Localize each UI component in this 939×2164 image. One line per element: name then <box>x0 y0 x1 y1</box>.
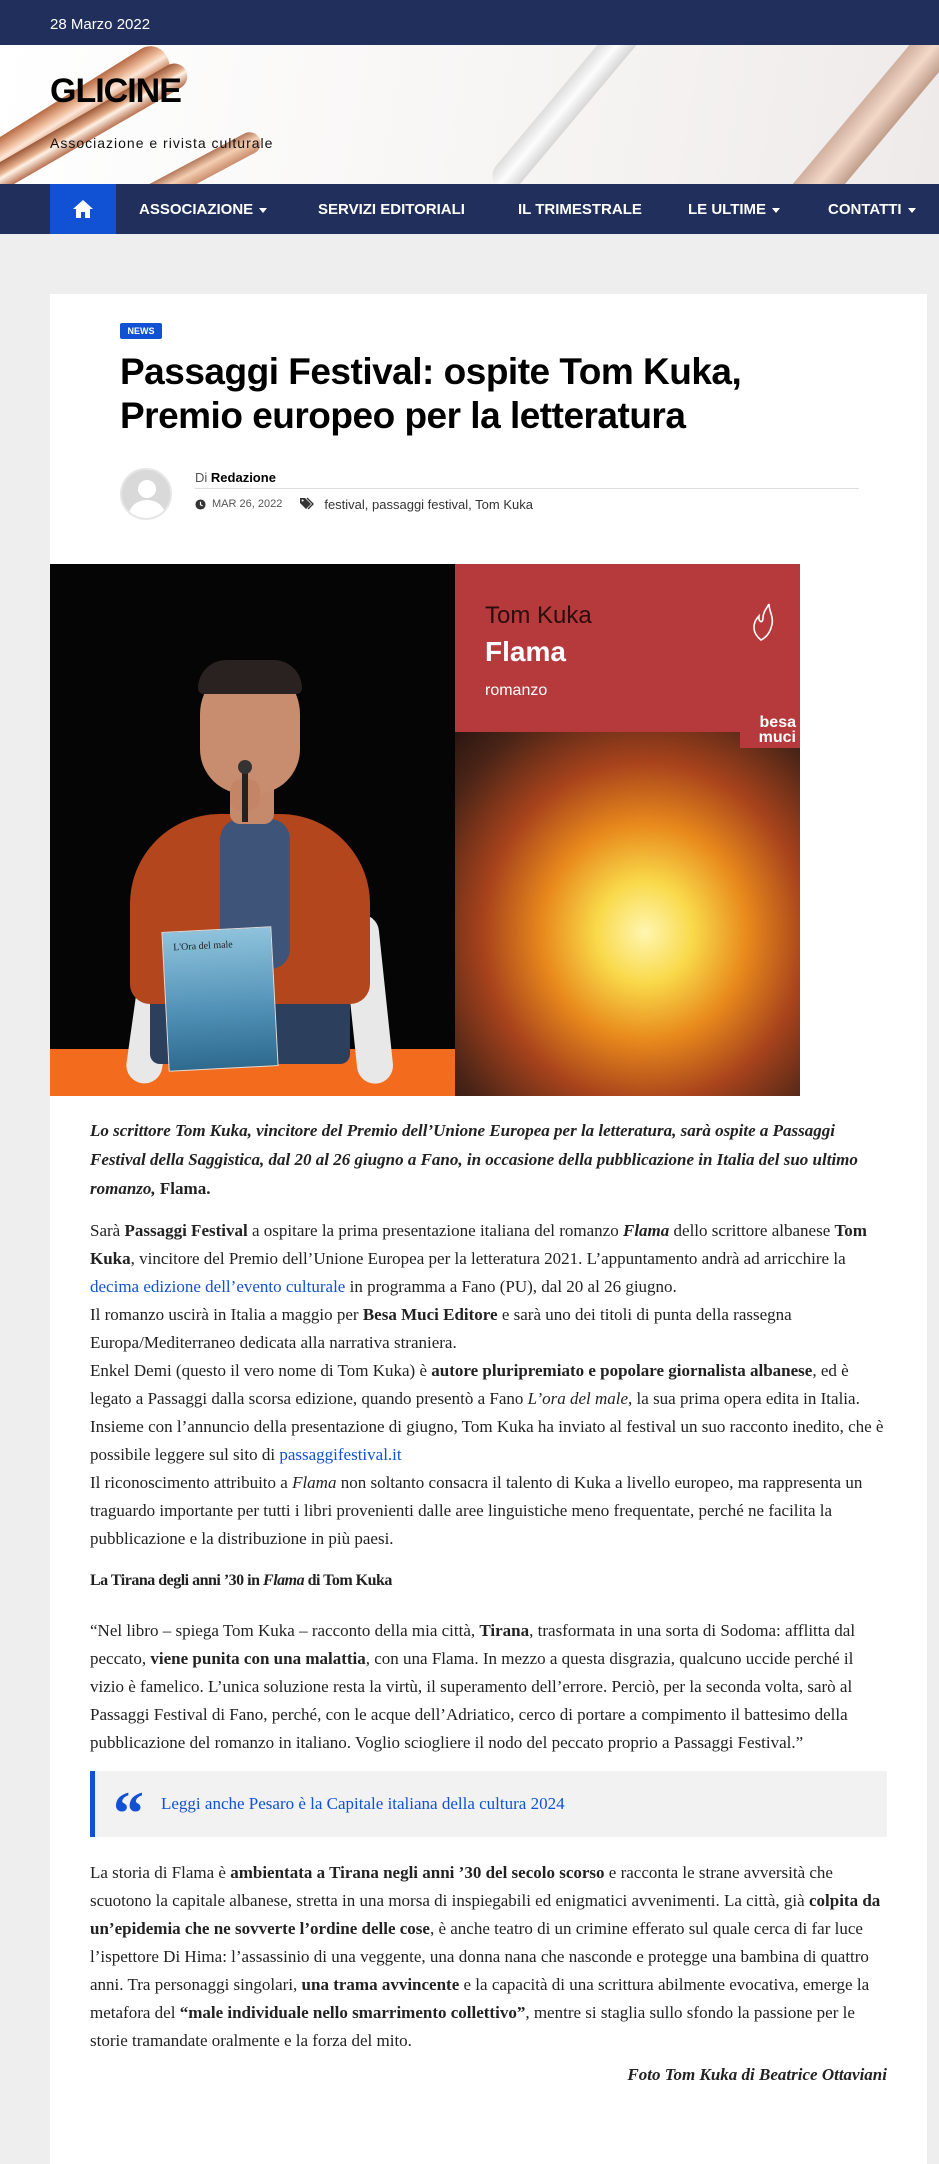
tag-link[interactable]: festival <box>324 496 365 512</box>
nav-item-servizi-editoriali[interactable] <box>318 184 465 234</box>
site-tagline: Associazione e rivista culturale <box>50 135 274 151</box>
featured-image <box>50 564 800 1096</box>
nav-item-label: IL TRIMESTRALE <box>518 200 642 218</box>
tag-link[interactable]: passaggi festival <box>372 496 469 512</box>
flame-logo-icon <box>745 602 777 642</box>
tag-list: festival, passaggi festival, Tom Kuka <box>324 496 533 512</box>
author-link[interactable]: Redazione <box>210 470 276 485</box>
publisher-logo <box>740 712 800 748</box>
post-title: Passaggi Festival: ospite Tom Kuka, Premio europeo per la letteratura <box>120 351 742 436</box>
byline-prefix: Di <box>195 470 208 485</box>
quote-icon: “ <box>113 1780 144 1848</box>
header-decoration <box>486 45 663 184</box>
cover-title: Flama <box>485 636 566 667</box>
header-decoration <box>768 45 939 184</box>
article-body <box>90 1116 887 2103</box>
article-paragraph: Sarà Passaggi Festival a ospitare la prima presentazione italiana del romanzo Flama dello scrittore albanese Tom Kuka, vincitore del Premio dell’Unione Europea per la letteratura 2021. L’appuntamento andrà ad arricchire la decima edizione dell’evento culturale in programma a Fano (PU), dal 20 al 26 giugno. <box>90 1221 867 1296</box>
author-quote: “Nel libro – spiega Tom Kuka – racconto della mia città, Tirana, trasformata in una sorta di Sodoma: afflitta dal peccato, viene punita con una malattia, con una Flama. In mezzo a questa disgrazia, qualcuno uccide perché il vizio è famelico. L’unica soluzione resta la virtù, il superamento dell’errore. Perciò, per la seconda volta, sarò al Passaggi Festival di Fano, perché, con le acque dell’Adriatico, cerco di portare a compimento il battesimo della pubblicazione del romanzo in italiano. Voglio sciogliere il nodo del peccato proprio a Passaggi Festival.” <box>90 1621 856 1752</box>
post-date[interactable]: MAR 26, 2022 <box>212 498 283 510</box>
nav-item-label: SERVIZI EDITORIALI <box>318 200 465 218</box>
home-icon <box>72 199 94 219</box>
nav-item-label: ASSOCIAZIONE <box>139 200 254 218</box>
article-subheading: La Tirana degli anni ’30 in Flama di Tom Kuka <box>90 1572 392 1589</box>
nav-item-label: CONTATTI <box>828 200 902 218</box>
book-cover <box>455 564 800 1096</box>
cover-painting <box>455 729 800 1096</box>
chevron-down-icon <box>772 208 780 213</box>
tag-link[interactable]: Tom Kuka <box>475 496 533 512</box>
author-avatar[interactable] <box>120 468 172 520</box>
byline-divider <box>195 488 859 489</box>
chevron-down-icon <box>259 208 267 213</box>
microphone <box>238 760 252 774</box>
nav-item-le-ultime[interactable] <box>688 184 780 234</box>
nav-item-il-trimestrale[interactable] <box>518 184 642 234</box>
microphone-handle <box>242 772 248 822</box>
avatar-body <box>129 500 165 520</box>
site-title[interactable]: GLICINE <box>50 72 181 110</box>
author-photo <box>50 564 455 1096</box>
clock-icon <box>195 499 206 510</box>
current-date: 28 Marzo 2022 <box>50 16 151 33</box>
nav-item-contatti[interactable] <box>828 184 916 234</box>
publisher-name: muci <box>758 729 796 746</box>
festival-edition-link[interactable]: decima edizione dell’evento culturale <box>90 1277 346 1296</box>
held-book-title: L'Ora del male <box>172 939 234 954</box>
article-intro: Lo scrittore Tom Kuka, vincitore del Premio dell’Unione Europea per la letteratura, sarà ospite a Passaggi Festival della Saggistica, dal 20 al 26 giugno a Fano, in occasione della pubblicazione in Italia del suo ultimo romanzo, Flama. <box>90 1121 858 1198</box>
article-paragraph: Il riconoscimento attribuito a Flama non soltanto consacra il talento di Kuka a livello europeo, ma rappresenta un traguardo importante per tutti i libri provenienti dalle aree linguistiche meno frequentate, perché ne facilita la pubblicazione e la distribuzione in più paesi. <box>90 1473 863 1548</box>
home-button[interactable] <box>50 184 116 234</box>
read-also-link[interactable]: Leggi anche Pesaro è la Capitale italiana della cultura 2024 <box>161 1794 565 1813</box>
passaggi-festival-link[interactable]: passaggifestival.it <box>279 1445 402 1464</box>
held-book <box>161 926 278 1072</box>
read-also-box <box>90 1771 887 1848</box>
cover-subtitle: romanzo <box>485 682 548 699</box>
article-paragraph: Il romanzo uscirà in Italia a maggio per Besa Muci Editore e sarà uno dei titoli di punta della rassegna Europa/Mediterraneo dedicata alla narrativa straniera. <box>90 1305 792 1352</box>
photo-hair <box>198 660 302 694</box>
avatar-head <box>138 480 156 498</box>
post-meta <box>195 494 533 514</box>
top-bar <box>0 0 939 45</box>
byline <box>195 470 276 485</box>
site-header <box>0 45 939 184</box>
category-badge[interactable]: NEWS <box>120 323 162 339</box>
nav-item-associazione[interactable] <box>139 184 267 234</box>
main-navigation <box>0 184 939 234</box>
tag-icon <box>300 497 316 511</box>
chevron-down-icon <box>908 208 916 213</box>
nav-item-label: LE ULTIME <box>688 200 767 218</box>
publisher-name: besa <box>759 714 796 731</box>
article-paragraph: Enkel Demi (questo il vero nome di Tom Kuka) è autore pluripremiato e popolare giornalista albanese, ed è legato a Passaggi dalla scorsa edizione, quando presentò a Fano L’ora del male, la sua prima opera edita in Italia. Insieme con l’annuncio della presentazione di giugno, Tom Kuka ha inviato al festival un suo racconto inedito, che è possibile leggere sul sito di passaggifestival.it <box>90 1361 884 1464</box>
cover-author: Tom Kuka <box>485 602 592 629</box>
photo-credit: Foto Tom Kuka di Beatrice Ottaviani <box>627 2065 887 2084</box>
article-paragraph: La storia di Flama è ambientata a Tirana negli anni ’30 del secolo scorso e racconta le strane avversità che scuotono la capitale albanese, stretta in una morsa di inspiegabili ed enigmatici avvenimenti. La città, già colpita da un’epidemia che ne sovverte l’ordine delle cose, è anche teatro di un crimine efferato sul quale cerca di far luce l’ispettore Di Hima: l’assassinio di una veggente, una donna nana che nasconde e protegge una bambina di quattro anni. Tra personaggi singolari, una trama avvincente e la capacità di una scrittura abilmente evocativa, emerge la metafora del “male individuale nello smarrimento collettivo”, mentre si staglia sullo sfondo la passione per le storie tramandate oralmente e la forza del mito. <box>90 1863 881 2050</box>
